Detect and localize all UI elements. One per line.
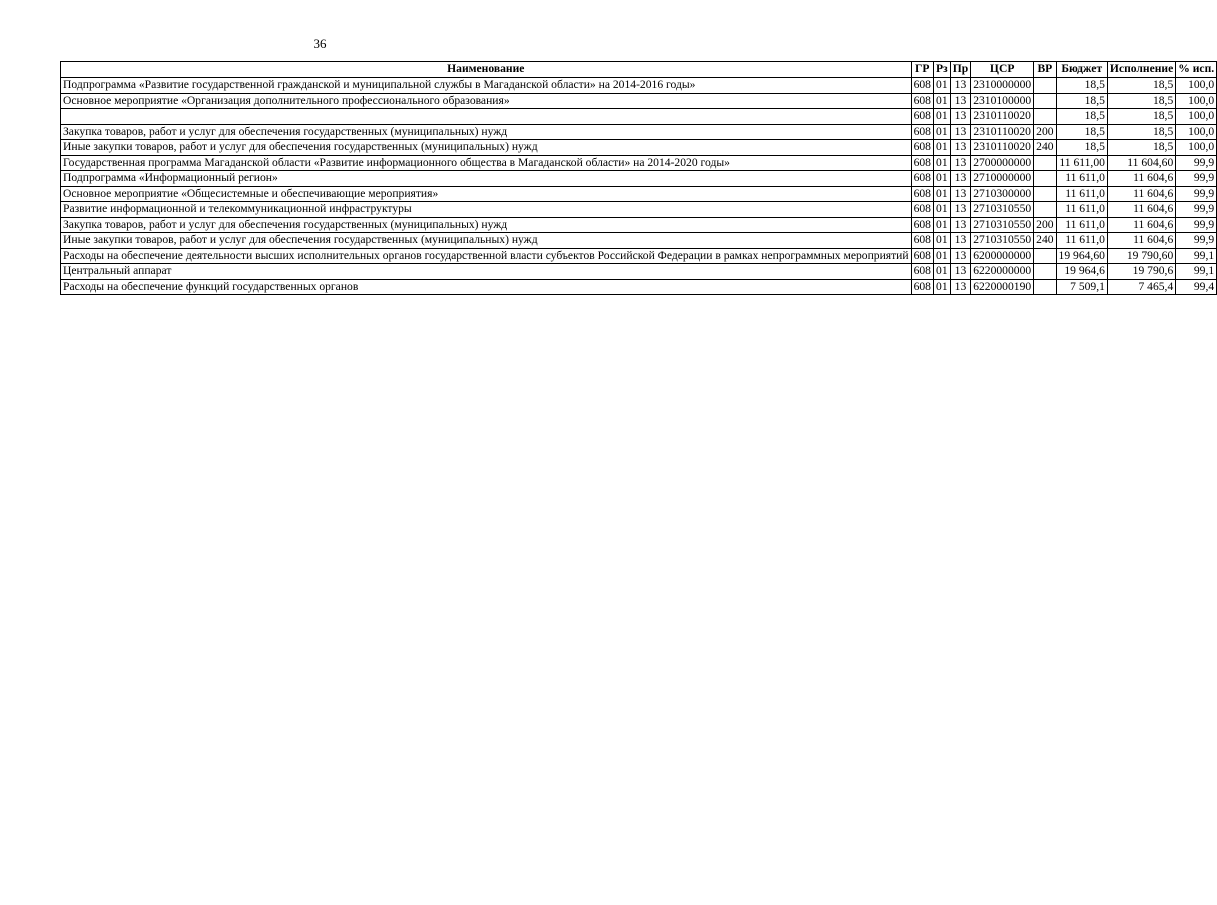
row-pr: 13 [950,124,970,140]
row-vr [1034,78,1056,94]
header-pr: Пр [950,62,970,78]
row-percent: 99,9 [1176,233,1217,249]
row-percent: 99,1 [1176,264,1217,280]
header-budget: Бюджет [1056,62,1107,78]
row-rz: 01 [933,248,950,264]
table-row [61,78,1217,94]
row-gr: 608 [911,279,933,295]
row-vr: 240 [1034,140,1056,156]
table-row [61,233,1217,249]
page-number: 36 [313,36,327,51]
table-row [61,171,1217,187]
row-budget: 19 964,60 [1056,248,1107,264]
row-execution: 18,5 [1107,109,1175,125]
row-rz: 01 [933,93,950,109]
row-gr: 608 [911,78,933,94]
row-gr: 608 [911,109,933,125]
row-csr: 2700000000 [971,155,1034,171]
row-csr: 6220000190 [971,279,1034,295]
row-percent: 100,0 [1176,140,1217,156]
row-gr: 608 [911,140,933,156]
row-name: Подпрограмма «Развитие государственной гражданской и муниципальной службы в Магаданской области» на 2014-2016 годы» [61,78,912,94]
row-budget: 11 611,00 [1056,155,1107,171]
row-execution: 18,5 [1107,78,1175,94]
row-gr: 608 [911,202,933,218]
row-gr: 608 [911,264,933,280]
row-vr [1034,248,1056,264]
row-execution: 11 604,6 [1107,202,1175,218]
row-rz: 01 [933,233,950,249]
row-csr: 2310000000 [971,78,1034,94]
row-rz: 01 [933,217,950,233]
table-row [61,140,1217,156]
row-name: Основное мероприятие «Общесистемные и обеспечивающие мероприятия» [61,186,912,202]
row-gr: 608 [911,155,933,171]
header-rz: Рз [933,62,950,78]
row-vr [1034,202,1056,218]
row-name: Государственная программа Магаданской области «Развитие информационного общества в Магаданской области» на 2014-2020 годы» [61,155,912,171]
table-row [61,202,1217,218]
row-vr [1034,186,1056,202]
row-vr [1034,155,1056,171]
row-rz: 01 [933,78,950,94]
row-csr: 2310100000 [971,93,1034,109]
row-name: Закупка товаров, работ и услуг для обеспечения государственных (муниципальных) нужд [61,124,912,140]
row-csr: 2310110020 [971,140,1034,156]
row-budget: 11 611,0 [1056,202,1107,218]
table-row [61,93,1217,109]
row-csr: 2710310550 [971,217,1034,233]
row-percent: 99,9 [1176,202,1217,218]
table-row [61,279,1217,295]
budget-table [60,61,1217,295]
row-pr: 13 [950,202,970,218]
row-pr: 13 [950,264,970,280]
row-pr: 13 [950,78,970,94]
row-rz: 01 [933,155,950,171]
table-row [61,248,1217,264]
row-budget: 7 509,1 [1056,279,1107,295]
row-pr: 13 [950,155,970,171]
row-vr: 200 [1034,217,1056,233]
row-percent: 100,0 [1176,109,1217,125]
table-row [61,124,1217,140]
row-rz: 01 [933,264,950,280]
row-name: Подпрограмма «Информационный регион» [61,171,912,187]
row-budget: 18,5 [1056,78,1107,94]
row-budget: 11 611,0 [1056,217,1107,233]
row-csr: 6200000000 [971,248,1034,264]
row-pr: 13 [950,109,970,125]
row-gr: 608 [911,124,933,140]
row-gr: 608 [911,217,933,233]
row-vr [1034,264,1056,280]
header-row [61,62,1217,78]
row-percent: 99,9 [1176,155,1217,171]
header-percent: % исп. [1176,62,1217,78]
row-vr [1034,171,1056,187]
row-csr: 2310110020 [971,109,1034,125]
row-rz: 01 [933,140,950,156]
row-pr: 13 [950,279,970,295]
table-row [61,109,1217,125]
row-rz: 01 [933,186,950,202]
row-execution: 18,5 [1107,124,1175,140]
row-execution: 11 604,60 [1107,155,1175,171]
header-vr: ВР [1034,62,1056,78]
row-budget: 11 611,0 [1056,171,1107,187]
row-csr: 2710000000 [971,171,1034,187]
row-pr: 13 [950,171,970,187]
row-percent: 100,0 [1176,124,1217,140]
row-pr: 13 [950,93,970,109]
table-row [61,264,1217,280]
row-budget: 18,5 [1056,93,1107,109]
row-vr [1034,93,1056,109]
table-row [61,155,1217,171]
row-name: Основное мероприятие «Организация дополнительного профессионального образования» [61,93,912,109]
row-budget: 19 964,6 [1056,264,1107,280]
row-percent: 99,9 [1176,217,1217,233]
row-budget: 11 611,0 [1056,233,1107,249]
row-vr: 200 [1034,124,1056,140]
row-name: Расходы на обеспечение деятельности высших исполнительных органов государственной власти субъектов Российской Федерации в рамках непрограммных мероприятий [61,248,912,264]
row-csr: 6220000000 [971,264,1034,280]
row-percent: 100,0 [1176,93,1217,109]
row-execution: 19 790,60 [1107,248,1175,264]
row-percent: 99,9 [1176,171,1217,187]
row-budget: 11 611,0 [1056,186,1107,202]
row-csr: 2710310550 [971,202,1034,218]
row-pr: 13 [950,248,970,264]
row-execution: 11 604,6 [1107,186,1175,202]
table-row [61,217,1217,233]
row-budget: 18,5 [1056,124,1107,140]
row-name: Иные закупки товаров, работ и услуг для обеспечения государственных (муниципальных) нужд [61,140,912,156]
header-execution: Исполнение [1107,62,1175,78]
row-rz: 01 [933,124,950,140]
row-name: Иные закупки товаров, работ и услуг для обеспечения государственных (муниципальных) нужд [61,233,912,249]
row-execution: 18,5 [1107,93,1175,109]
row-rz: 01 [933,171,950,187]
row-budget: 18,5 [1056,109,1107,125]
row-execution: 19 790,6 [1107,264,1175,280]
row-name: Развитие информационной и телекоммуникационной инфраструктуры [61,202,912,218]
row-csr: 2710300000 [971,186,1034,202]
row-pr: 13 [950,217,970,233]
row-percent: 100,0 [1176,78,1217,94]
row-execution: 11 604,6 [1107,233,1175,249]
row-percent: 99,9 [1176,186,1217,202]
row-gr: 608 [911,93,933,109]
row-gr: 608 [911,233,933,249]
row-vr [1034,279,1056,295]
row-execution: 18,5 [1107,140,1175,156]
row-csr: 2310110020 [971,124,1034,140]
row-pr: 13 [950,233,970,249]
header-csr: ЦСР [971,62,1034,78]
row-gr: 608 [911,171,933,187]
table-row [61,186,1217,202]
row-name: Центральный аппарат [61,264,912,280]
row-execution: 11 604,6 [1107,171,1175,187]
row-rz: 01 [933,109,950,125]
row-gr: 608 [911,248,933,264]
row-name [61,109,912,125]
row-gr: 608 [911,186,933,202]
row-vr [1034,109,1056,125]
row-name: Расходы на обеспечение функций государственных органов [61,279,912,295]
row-vr: 240 [1034,233,1056,249]
row-percent: 99,1 [1176,248,1217,264]
row-execution: 7 465,4 [1107,279,1175,295]
row-percent: 99,4 [1176,279,1217,295]
row-name: Закупка товаров, работ и услуг для обеспечения государственных (муниципальных) нужд [61,217,912,233]
row-execution: 11 604,6 [1107,217,1175,233]
row-rz: 01 [933,279,950,295]
row-pr: 13 [950,186,970,202]
header-name: Наименование [61,62,912,78]
header-gr: ГР [911,62,933,78]
row-pr: 13 [950,140,970,156]
row-csr: 2710310550 [971,233,1034,249]
row-budget: 18,5 [1056,140,1107,156]
row-rz: 01 [933,202,950,218]
